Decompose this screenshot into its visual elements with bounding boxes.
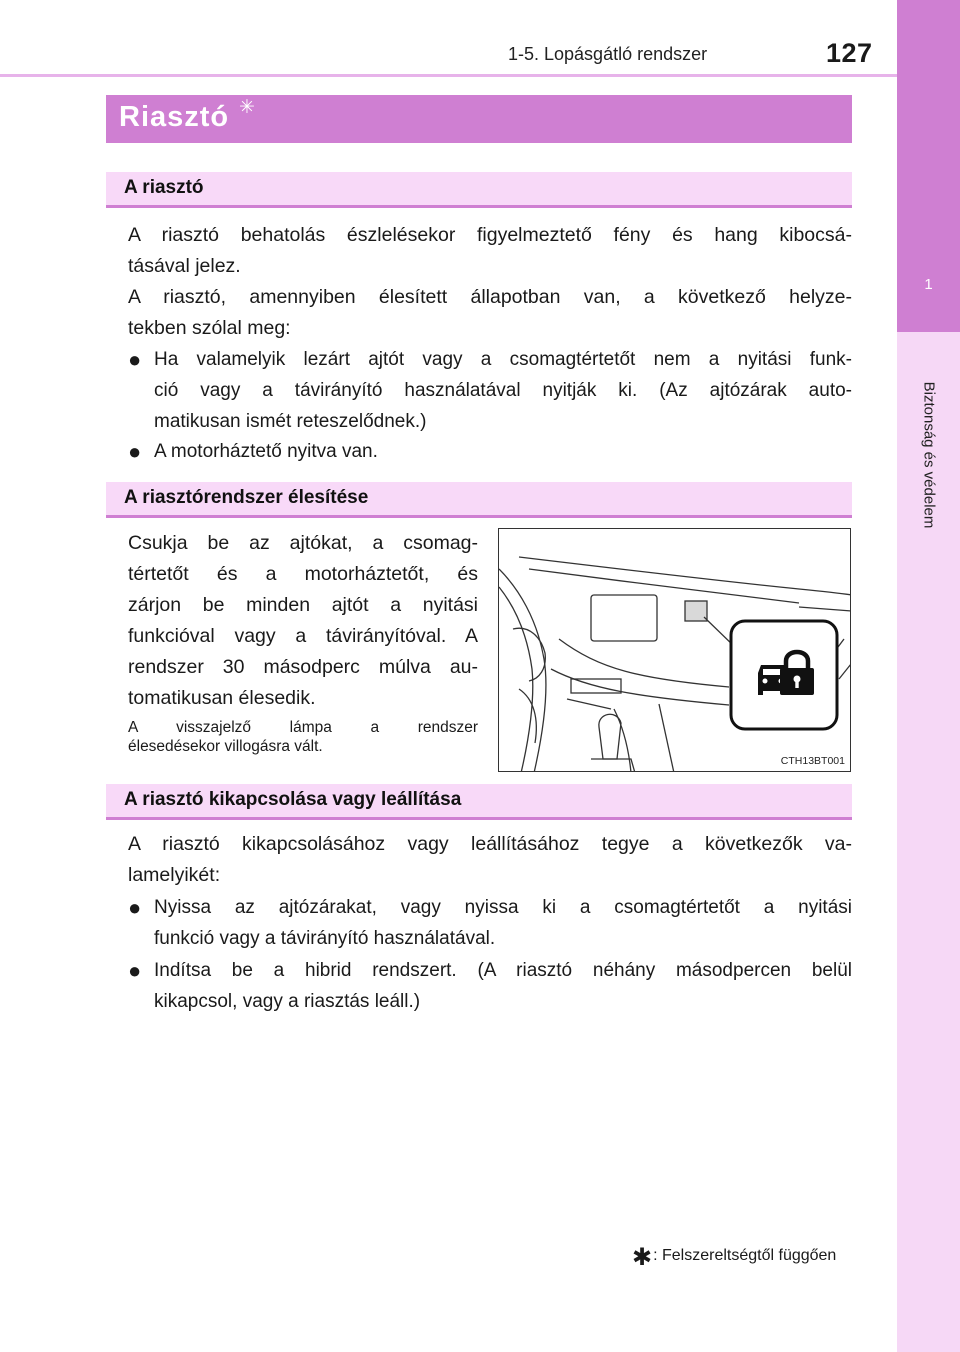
page-title: Riasztó: [119, 101, 230, 133]
paragraph-line: funkcióval vagy a távirányítóval. A: [128, 625, 478, 647]
dashboard-drawing: [499, 529, 851, 772]
list-item-line: Ha valamelyik lezárt ajtót vagy a csomagtértetőt nem a nyitási funk-: [154, 349, 852, 370]
section-heading-elesites: [106, 482, 852, 518]
paragraph: [128, 829, 852, 891]
paragraph-line: tásával jelez.: [128, 255, 241, 277]
section-title: 1-5. Lopásgátló rendszer: [508, 44, 708, 64]
paragraph-line: Csukja be az ajtókat, a csomag-: [128, 532, 478, 554]
paragraph: [128, 220, 852, 344]
paragraph-line: tértetőt és a motorháztetőt, és: [128, 563, 478, 585]
bullet-icon: ●: [128, 895, 142, 920]
page-number: 127: [826, 38, 873, 68]
bullet-icon: ●: [128, 347, 142, 372]
figure-code: CTH13BT001: [780, 755, 845, 767]
bullet-icon: ●: [128, 958, 142, 983]
section-heading-text: A riasztó: [124, 177, 204, 198]
list-item-line: kikapcsol, vagy a riasztás leáll.): [154, 991, 421, 1012]
paragraph-line: A riasztó kikapcsolásához vagy leállításához tegye a következők va-: [128, 833, 852, 855]
paragraph-line: rendszer 30 másodperc múlva au-: [128, 656, 478, 678]
paragraph-line: tomatikusan élesedik.: [128, 687, 316, 709]
paragraph-line: A riasztó, amennyiben élesített állapotban van, a következő helyze-: [128, 286, 852, 308]
bullet-icon: ●: [128, 439, 142, 464]
chapter-number: 1: [924, 276, 933, 293]
list-item-text: A motorháztető nyitva van.: [154, 441, 378, 462]
asterisk-icon: ✱: [632, 1244, 653, 1271]
asterisk-icon: ✳: [239, 97, 255, 118]
note-line: élesedésekor villogásra vált.: [128, 738, 323, 755]
section-heading-riaszto: [106, 172, 852, 208]
chapter-label: Biztonság és védelem: [920, 381, 938, 529]
paragraph-line: lamelyikét:: [128, 864, 221, 886]
paragraph: [128, 528, 478, 714]
footnote-text: : Felszereltségtől függően: [653, 1247, 837, 1264]
list-item-line: Indítsa be a hibrid rendszert. (A riasztó néhány másodpercen belül: [154, 960, 852, 981]
list-item: [128, 955, 852, 1017]
list-item: [128, 892, 852, 954]
section-heading-text: A riasztó kikapcsolása vagy leállítása: [124, 789, 462, 810]
section-heading-text: A riasztórendszer élesítése: [124, 487, 369, 508]
note-line: A visszajelző lámpa a rendszer: [128, 719, 478, 736]
paragraph-line: tekben szólal meg:: [128, 317, 291, 339]
header-divider: [0, 74, 897, 77]
list-item-line: funkció vagy a távirányító használatával.: [154, 928, 496, 949]
section-heading-kikapcsolas: [106, 784, 852, 820]
dashboard-illustration: [498, 528, 851, 772]
list-item: [128, 344, 852, 437]
figure-note: [128, 718, 478, 756]
list-item-line: ció vagy a távirányító használatával nyitják ki. (Az ajtózárak auto-: [154, 380, 852, 401]
list-item-line: matikusan ismét reteszelődnek.): [154, 411, 427, 432]
paragraph-line: A riasztó behatolás észlelésekor figyelmeztető fény és hang kibocsá-: [128, 224, 852, 246]
list-item: [128, 436, 852, 467]
footnote: [632, 1238, 837, 1271]
list-item-line: Nyissa az ajtózárakat, vagy nyissa ki a csomagtértetőt a nyitási: [154, 897, 852, 918]
page-title-bar: [106, 95, 852, 143]
paragraph-line: zárjon be minden ajtót a nyitási: [128, 594, 478, 616]
